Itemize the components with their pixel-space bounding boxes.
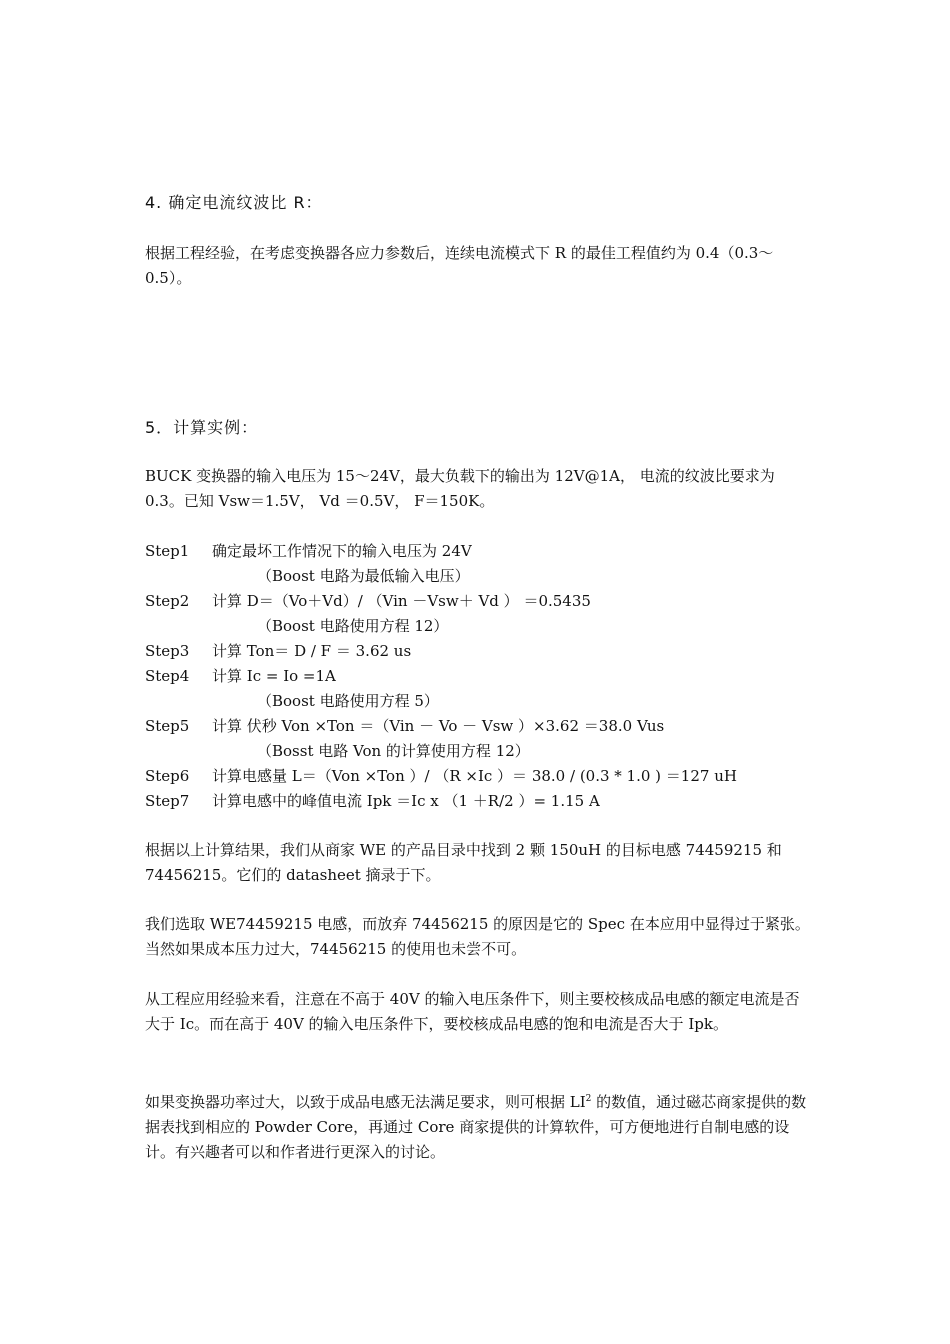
- step-label: Step7: [145, 792, 190, 810]
- step-text: 计算电感量 L＝（Von ×Ton ）/ （R ×Ic ）＝ 38.0 / (0.3 * 1.0 ) ＝127 uH: [212, 767, 737, 785]
- step-text: 计算 Ton＝ D / F ＝ 3.62 us: [212, 642, 412, 660]
- section-4-paragraph: 根据工程经验，在考虑变换器各应力参数后，连续电流模式下 R 的最佳工程值约为 0.4（0.3～0.5）。: [145, 244, 774, 287]
- step-row: [145, 714, 664, 739]
- step-note: （Boost 电路使用方程 12）: [257, 617, 449, 635]
- step-note: （Boost 电路使用方程 5）: [257, 692, 439, 710]
- step-label: Step3: [145, 642, 190, 660]
- step-text: 计算电感中的峰值电流 Ipk ＝Ic x （1 ＋R/2 ）= 1.15 A: [212, 792, 600, 810]
- step-label: Step2: [145, 592, 190, 610]
- paragraph-engineering-check: 从工程应用经验来看，注意在不高于 40V 的输入电压条件下，则主要校核成品电感的额定电流是否大于 Ic。而在高于 40V 的输入电压条件下，要校核成品电感的饱和电流是否大于 Ipk。: [145, 990, 800, 1033]
- step-label: Step1: [145, 542, 190, 560]
- text-run: 的数值，通过磁芯商家提供的数据表找到相应的 Powder Core，再通过 Core 商家提供的计算软件，可方便地进行自制电感的设计。有兴趣者可以和作者进行更深入的讨论。: [145, 1093, 807, 1161]
- step-row: [145, 764, 737, 789]
- section-5-intro: BUCK 变换器的输入电压为 15～24V，最大负载下的输出为 12V@1A， 电流的纹波比要求为 0.3。已知 Vsw＝1.5V， Vd ＝0.5V， F＝150K。: [145, 467, 775, 510]
- step-text: 计算 Ic = Io =1A: [212, 667, 336, 685]
- step-text: 计算 伏秒 Von ×Ton ＝（Vin － Vo － Vsw ）×3.62 ＝38.0 Vus: [212, 717, 665, 735]
- step-label: Step4: [145, 667, 190, 685]
- step-note: （Bosst 电路 Von 的计算使用方程 12）: [257, 742, 530, 760]
- step-label: Step5: [145, 717, 190, 735]
- superscript: 2: [585, 1094, 592, 1104]
- step-row: [145, 639, 411, 664]
- step-row: [145, 589, 591, 614]
- paragraph-custom-inductor: [145, 1087, 813, 1165]
- text-run: 如果变换器功率过大，以致于成品电感无法满足要求，则可根据 LI: [145, 1093, 586, 1111]
- paragraph-choice-reason: 我们选取 WE74459215 电感，而放弃 74456215 的原因是它的 Spec 在本应用中显得过于紧张。当然如果成本压力过大，74456215 的使用也未尝不可。: [145, 915, 810, 958]
- paragraph-inductor-selection: 根据以上计算结果，我们从商家 WE 的产品目录中找到 2 颗 150uH 的目标电感 74459215 和 74456215。它们的 datasheet 摘录于下。: [145, 841, 782, 884]
- step-row: [145, 789, 600, 814]
- step-row: [145, 664, 336, 689]
- section-4-heading: 4. 确定电流纹波比 R：: [145, 193, 323, 212]
- step-note: （Boost 电路为最低输入电压）: [257, 567, 470, 585]
- step-label: Step6: [145, 767, 190, 785]
- step-text: 确定最坏工作情况下的输入电压为 24V: [212, 542, 472, 560]
- section-5-heading: 5．计算实例：: [145, 418, 259, 437]
- step-text: 计算 D＝（Vo＋Vd）/ （Vin －Vsw＋ Vd ） ＝0.5435: [212, 592, 591, 610]
- step-row: [145, 539, 472, 564]
